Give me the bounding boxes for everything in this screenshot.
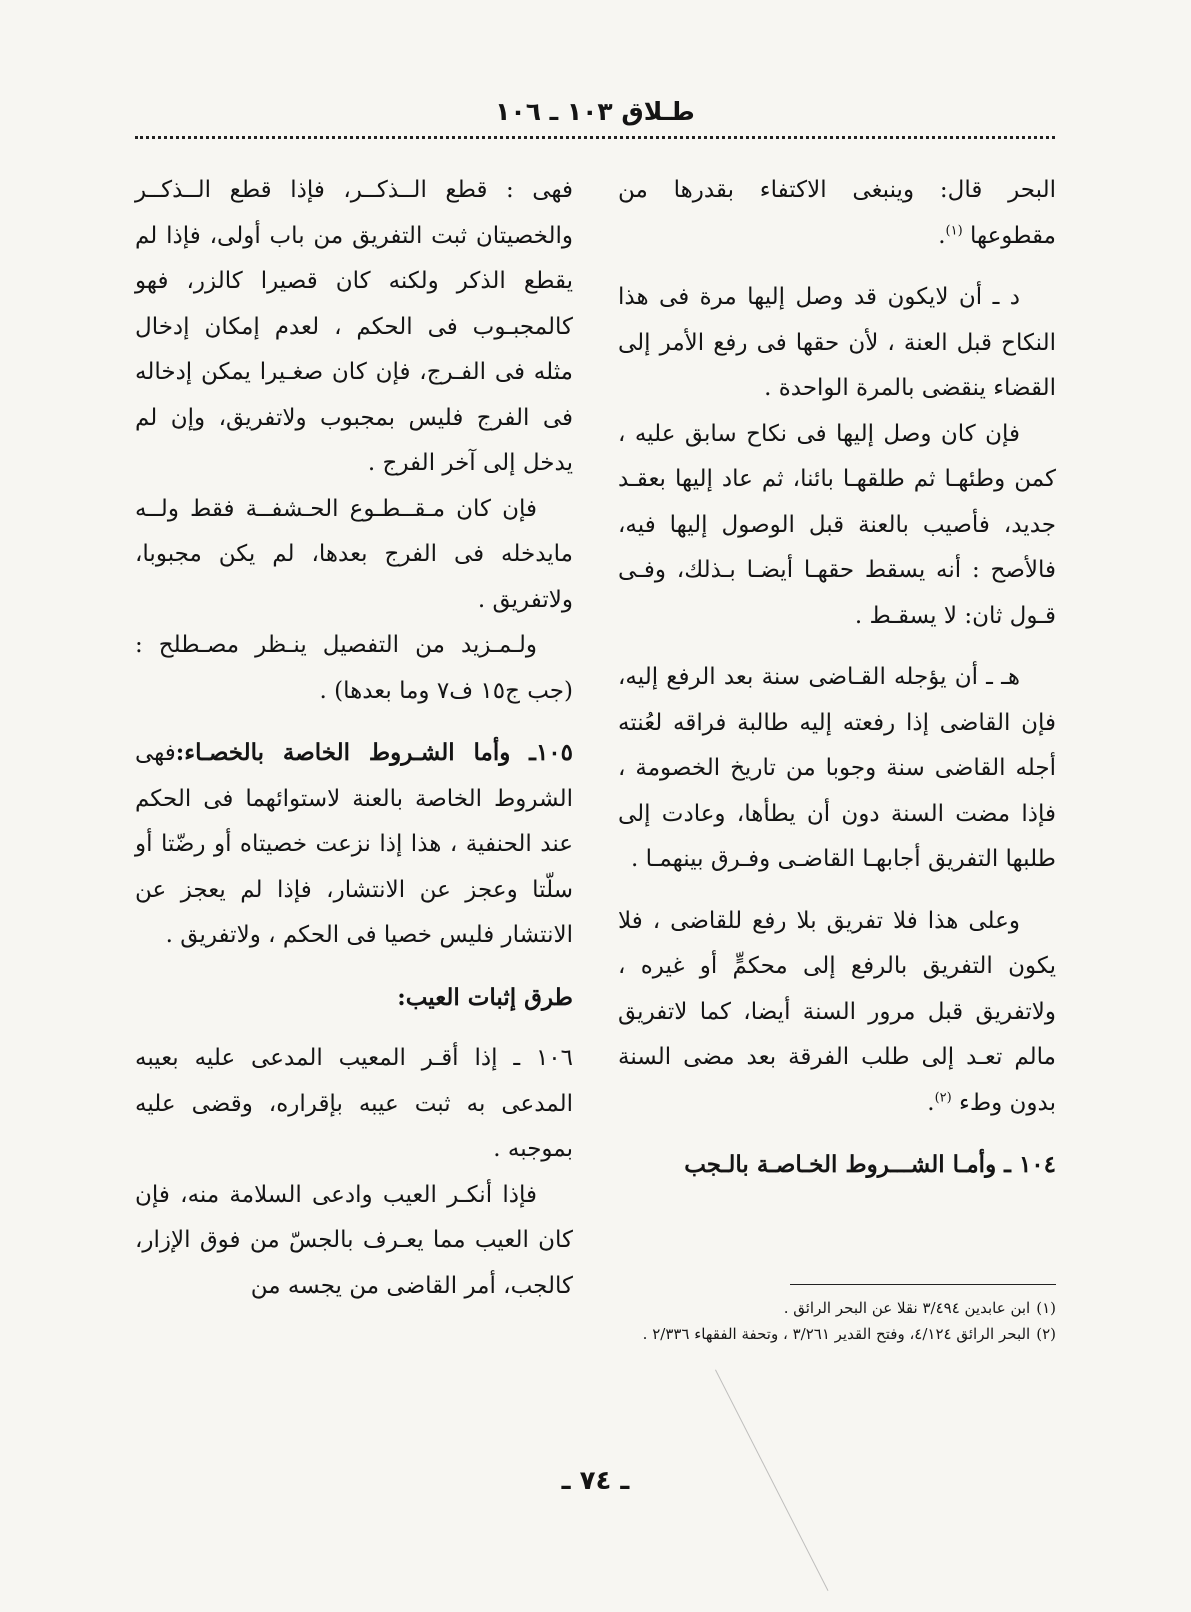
page-number: ـ ٧٤ ـ — [561, 1466, 630, 1496]
section-heading: طرق إثبات العيب: — [397, 983, 573, 1011]
left-column — [135, 168, 573, 1309]
paragraph-text: فهى الشروط الخاصة بالعنة لاستوائهما فى الحكم عند الحنفية ، هذا إذا نزعت خصيتاه أو رضّتا أو سلّتا وعجز عن الانتشار، فإذا لم يعجز عن الانتشار فليس خصيا فى الحكم ، ولاتفريق . — [135, 740, 573, 948]
footnotes — [618, 1296, 1056, 1348]
section-heading: ١٠٤ ـ وأمـا الشـــروط الخـاصـة بالـجب — [684, 1151, 1056, 1178]
footnote-text: ابن عابدين ٣/٤٩٤ نقلا عن البحر الرائق . — [783, 1299, 1031, 1317]
footnote — [618, 1296, 1056, 1320]
footnote-number: (٢) — [1036, 1325, 1056, 1343]
section-heading: ١٠٥ـ وأما الشـروط الخاصة بالخصـاء: — [175, 739, 573, 766]
paragraph: ولـمـزيد من التفصيل ينـظر مصـطلح : (جب ج١٥ ف٧ وما بعدها) . — [135, 632, 573, 704]
footnote-text: البحر الرائق ٤/١٢٤، وفتح القدير ٣/٢٦١ ، وتحفة الفقهاء ٢/٣٣٦ . — [642, 1325, 1031, 1343]
footnote-ref-2: (٢) — [934, 1089, 952, 1105]
paragraph — [135, 730, 573, 959]
paragraph-text: وعلى هذا فلا تفريق بلا رفع للقاضى ، فلا يكون التفريق بالرفع إلى محكمٍّ أو غيره ، ولاتفريق قبل مرور السنة أيضا، كما لاتفريق مالم تعـد إلى طلب الفرقة بعد مضى السنة بدون وطء — [618, 907, 1056, 1116]
paragraph: فهى : قطع الــذكــر، فإذا قطع الــذكــر والخصيتان ثبت التفريق من باب أولى، فإذا لم يقطع الذكر ولكنه كان قصيرا كالزر، فهو كالمجبـوب فى الحكم ، لعدم إمكان إدخال مثله فى الفـرج، فإن كان صغـيرا يمكن إدخاله فى الفرج فليس بمجبوب ولاتفريق، وإن لم يدخل إلى آخر الفرج . — [135, 177, 573, 476]
paragraph: البحر قال: وينبغى الاكتفاء بقدرها من مقطوعها $^{(١)}$. — [618, 177, 1056, 249]
running-header — [135, 92, 1055, 132]
footnote-ref-1: (١) — [945, 222, 963, 238]
paragraph: فإن كان وصل إليها فى نكاح سابق عليه ، كمن وطئهـا ثم طلقهـا بائنا، ثم عاد إليها بعقـد جديد، فأصيب بالعنة قبل الوصول إليها فيه، فالأصح : أنه يسقط حقهـا أيضـا بـذلك، وفـى قـول ثان: لا يسقـط . — [618, 420, 1056, 629]
header-dotted-rule — [135, 136, 1055, 139]
paragraph: وعلى هذا فلا تفريق بلا رفع للقاضى ، فلا يكون التفريق بالرفع إلى محكمٍّ أو غيره ، ولاتفريق قبل مرور السنة أيضا، كما لاتفريق مالم تعـد إلى طلب الفرقة بعد مضى السنة بدون وطء $^{(٢)}$. — [618, 907, 1056, 1116]
right-column — [618, 168, 1056, 1188]
paragraph-text: البحر قال: وينبغى الاكتفاء بقدرها من مقطوعها — [618, 177, 1056, 249]
header-title: طـلاق ١٠٣ ـ ١٠٦ — [495, 97, 695, 126]
footnote-number: (١) — [1036, 1299, 1056, 1317]
paragraph: هـ ـ أن يؤجله القـاضى سنة بعد الرفع إليه، فإن القاضى إذا رفعته إليه طالبة فراقه لعُنته أجله القاضى سنة وجوبا من تاريخ الخصومة ، فإذا مضت السنة دون أن يطأها، وعادت إلى طلبها التفريق أجابهـا القاضـى وفـرق بينهمـا . — [618, 664, 1056, 872]
paragraph: د ـ أن لايكون قد وصل إليها مرة فى هذا النكاح قبل العنة ، لأن حقها فى رفع الأمر إلى القضاء ينقضى بالمرة الواحدة . — [618, 284, 1056, 401]
paragraph: فإذا أنكـر العيب وادعى السلامة منه، فإن كان العيب مما يعـرف بالجسّ من فوق الإزار، كالجب، أمر القاضى من يجسه من — [135, 1181, 573, 1299]
footnote-rule — [790, 1284, 1056, 1285]
paragraph: ١٠٦ ـ إذا أقـر المعيب المدعى عليه بعيبه المدعى به ثبت عيبه بإقراره، وقضى عليه بموجبه . — [135, 1045, 573, 1162]
footnote — [618, 1322, 1056, 1346]
paragraph: فإن كان مـقــطـوع الحـشفــة فقط ولــه مايدخله فى الفرج بعدها، لم يكن مجبوبا، ولاتفريق . — [135, 495, 573, 613]
